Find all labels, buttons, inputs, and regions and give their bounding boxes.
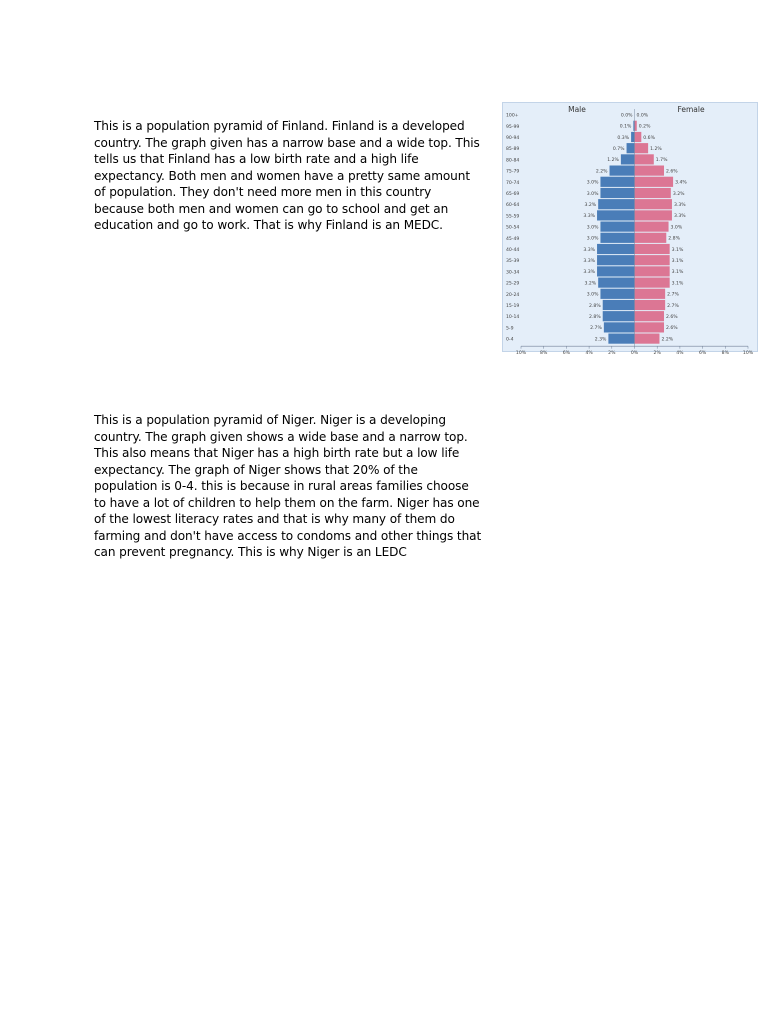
male-value-label: 3.0% [586,225,599,231]
x-tick-label: 8% [721,351,729,357]
legend-female-label: Female [677,105,705,114]
male-value-label: 0.0% [620,113,633,119]
female-bar [635,166,665,176]
male-value-label: 3.2% [584,281,597,287]
female-bar [635,300,666,310]
male-value-label: 3.3% [583,214,596,220]
male-bar [608,334,634,344]
female-value-label: 3.1% [671,259,684,264]
female-value-label: 0.6% [643,135,655,141]
age-label: 95-99 [506,124,520,130]
male-bar [600,289,634,299]
age-label: 5-9 [506,326,514,332]
x-tick-label: 2% [608,351,616,357]
female-bar [635,177,674,187]
female-value-label: 3.3% [673,214,686,220]
male-value-label: 2.7% [590,326,602,332]
age-label: 60-64 [506,203,520,209]
male-bar [600,188,634,198]
male-bar [600,233,634,243]
pyramid-svg [503,103,757,357]
female-value-label: 0.0% [636,113,649,119]
male-value-label: 2.3% [594,337,607,343]
female-value-label: 1.7% [655,158,668,164]
male-value-label: 3.0% [586,191,599,197]
age-label: 70-74 [506,180,520,186]
female-value-label: 2.2% [661,337,674,343]
female-bar [635,334,660,344]
female-value-label: 2.6% [666,169,678,175]
x-tick-label: 0% [630,351,639,357]
male-value-label: 0.1% [619,124,632,130]
female-value-label: 3.3% [673,203,686,208]
male-bar [600,177,634,187]
male-bar [597,210,634,220]
female-value-label: 2.7% [667,303,679,309]
female-bar [635,210,672,220]
age-label: 30-34 [506,270,520,276]
male-bar [597,266,634,276]
male-bar [604,322,635,332]
age-label: 10-14 [506,315,520,321]
age-label: 45-49 [506,236,520,242]
age-label: 80-84 [506,158,520,164]
male-value-label: 2.8% [589,315,601,320]
age-label: 35-39 [506,259,520,265]
female-bar [635,154,654,164]
male-value-label: 3.3% [583,270,596,276]
female-value-label: 1.2% [650,147,662,152]
female-value-label: 3.1% [671,281,684,287]
age-label: 40-44 [506,248,520,253]
male-bar [627,143,635,153]
female-bar [635,188,671,198]
female-value-label: 3.0% [670,225,683,231]
male-bar [598,199,634,209]
female-bar [635,233,667,243]
male-value-label: 2.2% [595,169,608,175]
female-value-label: 0.2% [638,124,651,130]
female-value-label: 2.6% [666,315,678,320]
male-bar [603,311,635,321]
niger-paragraph: This is a population pyramid of Niger. Niger is a developing country. The graph given shows a wide base and a narrow top. This also means that Niger has a high birth rate but a low life expectancy. The graph of Niger shows that 20% of the population is 0-4. this is because in rural areas families choose to have a lot of children to help them on the farm. Niger has one of the lowest literacy rates and that is why many of them do farming and don't have access to condoms and other things that can prevent pregnancy. This is why Niger is an LEDC [94,413,482,559]
male-value-label: 3.0% [586,180,599,186]
female-value-label: 3.1% [671,247,684,253]
male-value-label: 1.2% [607,158,619,164]
age-label: 50-54 [506,225,520,231]
male-bar [610,166,635,176]
male-value-label: 3.3% [583,259,596,264]
male-bar [598,278,634,288]
male-value-label: 0.3% [617,135,630,141]
male-bar [597,255,634,265]
female-value-label: 3.1% [671,270,684,276]
x-tick-label: 10% [742,351,754,357]
male-value-label: 3.2% [584,203,597,208]
finland-paragraph: This is a population pyramid of Finland. Finland is a developed country. The graph given has a narrow base and a wide top. This tells us that Finland has a low birth rate and a high life expectancy. Both men and women have a pretty same amount of population. They don't need more men in this country because both men and women can go to school and get an education and go to work. That is why Finland is an MEDC. [94,119,480,232]
age-label: 55-59 [506,214,520,220]
male-value-label: 3.0% [586,292,599,298]
female-value-label: 2.8% [668,236,680,242]
female-value-label: 2.7% [667,292,679,298]
age-label: 85-89 [506,147,520,153]
x-tick-label: 6% [698,351,707,357]
age-label: 65-69 [506,192,520,197]
female-bar [635,322,665,332]
x-tick-label: 2% [653,351,661,357]
male-bar [603,300,635,310]
age-label: 25-29 [506,281,520,287]
male-bar [597,244,634,254]
female-bar [635,132,642,142]
finland-population-pyramid-chart [502,102,758,357]
female-bar [635,266,670,276]
female-value-label: 2.6% [666,326,678,332]
male-value-label: 2.8% [589,303,601,309]
age-label: 75-79 [506,169,520,175]
age-label: 90-94 [506,136,520,141]
female-bar [635,143,649,153]
female-bar [635,222,669,232]
age-label: 20-24 [506,292,520,298]
female-bar [635,199,672,209]
age-label: 0-4 [506,337,514,343]
female-bar [635,278,670,288]
age-label: 15-19 [506,304,520,309]
male-value-label: 3.0% [586,236,599,242]
x-tick-label: 6% [562,351,571,357]
male-bar [600,222,634,232]
female-value-label: 3.4% [675,180,687,186]
female-bar [635,289,666,299]
female-bar [635,244,670,254]
female-bar [635,311,665,321]
female-value-label: 3.2% [672,191,685,197]
x-tick-label: 10% [515,351,527,357]
female-bar [635,121,637,131]
male-bar [621,154,635,164]
age-label: 100+ [506,113,519,119]
x-tick-label: 8% [540,351,548,357]
x-tick-label: 4% [585,351,593,357]
female-bar [635,255,670,265]
x-tick-label: 4% [676,351,684,357]
male-bar [631,132,634,142]
male-value-label: 3.3% [583,247,596,253]
legend-male-label: Male [568,105,586,114]
male-value-label: 0.7% [612,147,625,152]
